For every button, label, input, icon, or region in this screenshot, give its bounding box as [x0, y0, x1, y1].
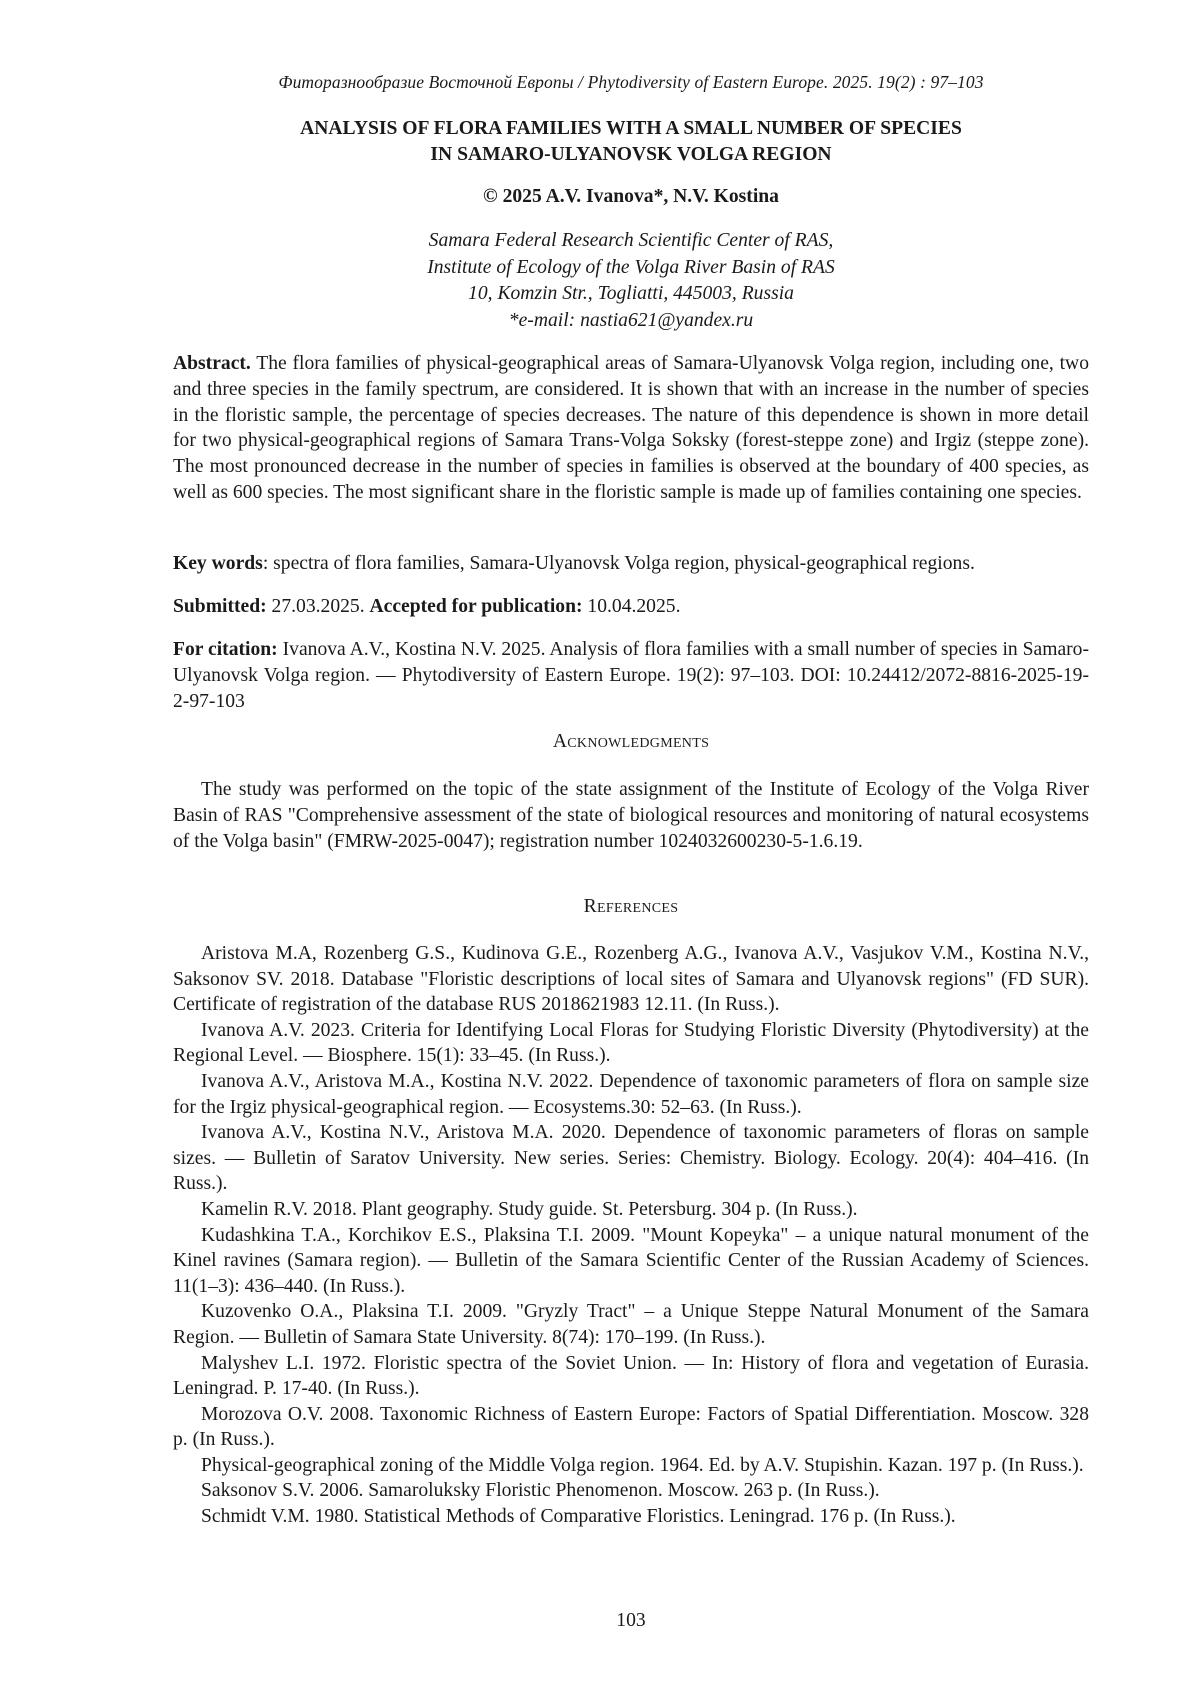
reference-item: Malyshev L.I. 1972. Floristic spectra of the Soviet Union. — In: History of flora and vegetation of Eurasia. Leningrad. P. 17-40. (In Russ.).	[173, 1351, 1089, 1402]
article-title	[173, 116, 1089, 168]
citation	[173, 637, 1089, 714]
reference-item: Ivanova A.V., Kostina N.V., Aristova M.A. 2020. Dependence of taxonomic parameters of floras on sample sizes. — Bulletin of Saratov University. New series. Series: Chemistry. Biology. Ecology. 20(4): 404–416. (In Russ.).	[173, 1120, 1089, 1197]
submitted-value: 27.03.2025.	[267, 596, 370, 617]
title-line-1: ANALYSIS OF FLORA FAMILIES WITH A SMALL NUMBER OF SPECIES	[173, 116, 1089, 142]
dates	[173, 594, 1089, 620]
acknowledgments-heading: Acknowledgments	[173, 731, 1089, 753]
reference-item: Physical-geographical zoning of the Middle Volga region. 1964. Ed. by A.V. Stupishin. Kazan. 197 p. (In Russ.).	[173, 1453, 1089, 1479]
abstract	[173, 351, 1089, 506]
citation-text: Ivanova A.V., Kostina N.V. 2025. Analysis of flora families with a small number of species in Samaro-Ulyanovsk Volga region. — Phytodiversity of Eastern Europe. 19(2): 97–103. DOI: 10.24412/2072-8816-2025-19-2-97-103	[173, 639, 1089, 712]
affiliation-line-3: 10, Komzin Str., Togliatti, 445003, Russia	[173, 281, 1089, 308]
references-heading: References	[173, 896, 1089, 918]
keywords-label: Key words	[173, 553, 263, 574]
running-head: Фиторазнообразие Восточной Европы / Phytodiversity of Eastern Europe. 2025. 19(2) : 97–103	[173, 72, 1089, 93]
title-line-2: IN SAMARO-ULYANOVSK VOLGA REGION	[173, 142, 1089, 168]
reference-item: Morozova O.V. 2008. Taxonomic Richness of Eastern Europe: Factors of Spatial Differentiation. Moscow. 328 p. (In Russ.).	[173, 1402, 1089, 1453]
affiliation-line-1: Samara Federal Research Scientific Center of RAS,	[173, 228, 1089, 255]
reference-item: Ivanova A.V. 2023. Criteria for Identifying Local Floras for Studying Floristic Diversity (Phytodiversity) at the Regional Level. — Biosphere. 15(1): 33–45. (In Russ.).	[173, 1018, 1089, 1069]
reference-item: Kuzovenko O.A., Plaksina T.I. 2009. "Gryzly Tract" – a Unique Steppe Natural Monument of the Samara Region. — Bulletin of Samara State University. 8(74): 170–199. (In Russ.).	[173, 1299, 1089, 1350]
references-list	[173, 941, 1089, 1530]
reference-item: Saksonov S.V. 2006. Samaroluksky Floristic Phenomenon. Moscow. 263 p. (In Russ.).	[173, 1478, 1089, 1504]
authors: © 2025 A.V. Ivanova*, N.V. Kostina	[173, 186, 1089, 208]
keywords-text: : spectra of flora families, Samara-Ulyanovsk Volga region, physical-geographical regions.	[263, 553, 975, 574]
accepted-value: 10.04.2025.	[583, 596, 681, 617]
reference-item: Ivanova A.V., Aristova M.A., Kostina N.V. 2022. Dependence of taxonomic parameters of flora on sample size for the Irgiz physical-geographical region. — Ecosystems.30: 52–63. (In Russ.).	[173, 1069, 1089, 1120]
acknowledgments-text: The study was performed on the topic of the state assignment of the Institute of Ecology of the Volga River Basin of RAS "Comprehensive assessment of the state of biological resources and monitoring of natural ecosystems of the Volga basin" (FMRW-2025-0047); registration number 1024032600230-5-1.6.19.	[173, 777, 1089, 854]
citation-label: For citation:	[173, 639, 278, 660]
reference-item: Schmidt V.M. 1980. Statistical Methods of Comparative Floristics. Leningrad. 176 p. (In Russ.).	[173, 1504, 1089, 1530]
affiliation	[173, 228, 1089, 334]
submitted-label: Submitted:	[173, 596, 267, 617]
affiliation-email: *e-mail: nastia621@yandex.ru	[173, 308, 1089, 335]
page-number: 103	[173, 1610, 1089, 1632]
reference-item: Kamelin R.V. 2018. Plant geography. Study guide. St. Petersburg. 304 p. (In Russ.).	[173, 1197, 1089, 1223]
abstract-label: Abstract.	[173, 353, 251, 374]
accepted-label: Accepted for publication:	[370, 596, 583, 617]
keywords	[173, 551, 1089, 577]
reference-item: Aristova M.A, Rozenberg G.S., Kudinova G.E., Rozenberg A.G., Ivanova A.V., Vasjukov V.M., Kostina N.V., Saksonov SV. 2018. Database "Floristic descriptions of local sites of Samara and Ulyanovsk regions" (FD SUR). Certificate of registration of the database RUS 2018621983 12.11. (In Russ.).	[173, 941, 1089, 1018]
reference-item: Kudashkina T.A., Korchikov E.S., Plaksina T.I. 2009. "Mount Kopeyka" – a unique natural monument of the Kinel ravines (Samara region). — Bulletin of the Samara Scientific Center of the Russian Academy of Sciences. 11(1–3): 436–440. (In Russ.).	[173, 1223, 1089, 1300]
affiliation-line-2: Institute of Ecology of the Volga River Basin of RAS	[173, 255, 1089, 282]
abstract-text: The flora families of physical-geographical areas of Samara-Ulyanovsk Volga region, including one, two and three species in the family spectrum, are considered. It is shown that with an increase in the number of species in the floristic sample, the percentage of species decreases. The nature of this dependence is shown in more detail for two physical-geographical regions of Samara Trans-Volga Soksky (forest-steppe zone) and Irgiz (steppe zone). The most pronounced decrease in the number of species in families is observed at the boundary of 400 species, as well as 600 species. The most significant share in the floristic sample is made up of families containing one species.	[173, 353, 1089, 503]
